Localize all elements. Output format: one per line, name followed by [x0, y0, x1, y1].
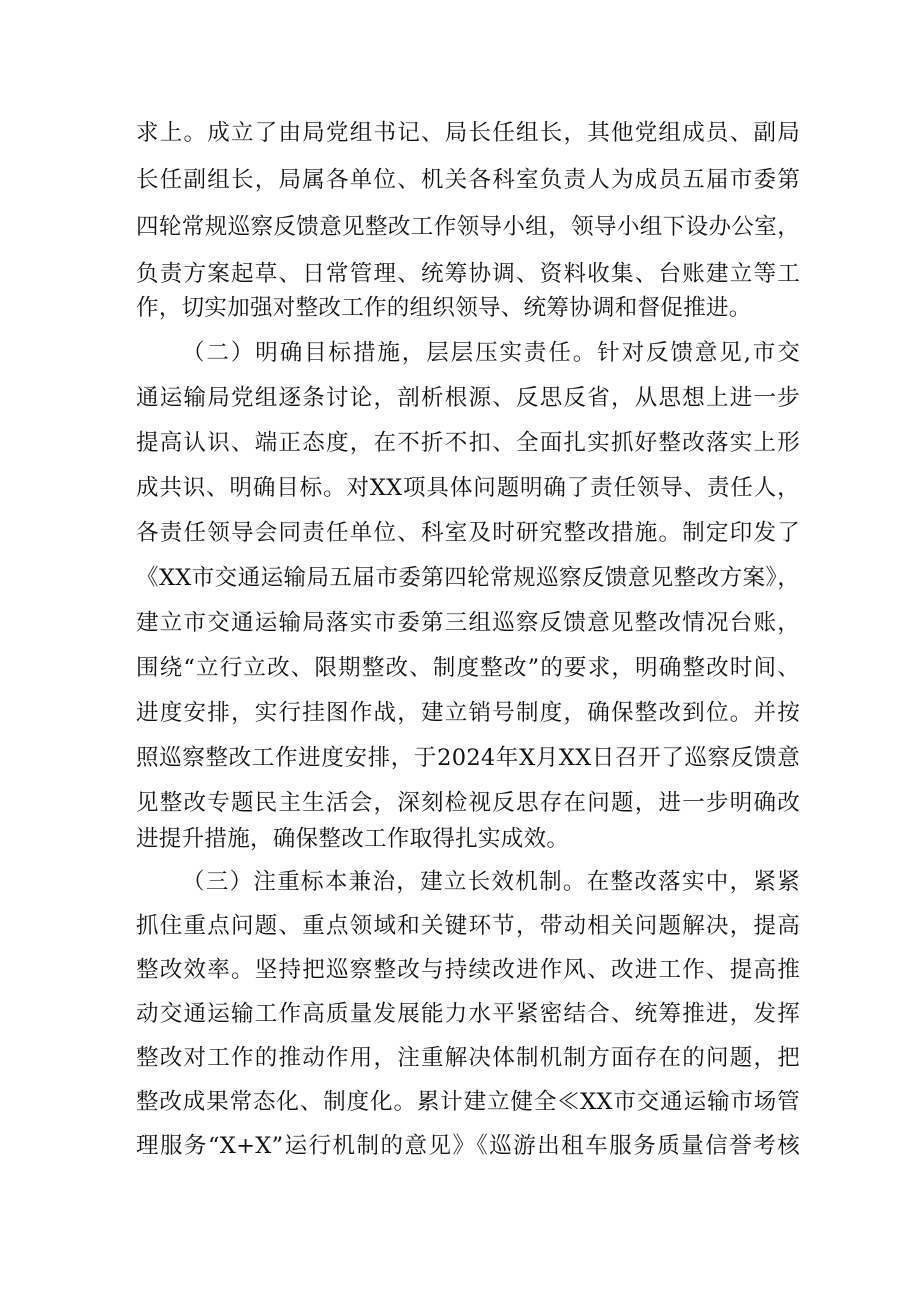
text-line: 负责方案起草、日常管理、统筹协调、资料收集、台账建立等工 — [136, 261, 800, 287]
text-line: 《XX市交通运输局五届市委第四轮常规巡察反馈意见整改方案》， — [136, 565, 800, 591]
text-line: 作，切实加强对整改工作的组织领导、统筹协调和督促推进。 — [136, 295, 752, 321]
text-line: 抓住重点问题、重点领域和关键环节，带动相关问题解决，提高 — [136, 913, 800, 939]
text-line: 整改对工作的推动作用，注重解决体制机制方面存在的问题，把 — [136, 1045, 800, 1071]
text-line: 照巡察整改工作进度安排，于2024年X月XX日召开了巡察反馈意 — [136, 745, 800, 771]
text-line: 各责任领导会同责任单位、科室及时研究整改措施。制定印发了 — [136, 520, 800, 546]
text-line: 动交通运输工作高质量发展能力水平紧密结合、统筹推进，发挥 — [136, 1001, 800, 1027]
text-line: 进度安排，实行挂图作战，建立销号制度，确保整改到位。并按 — [136, 700, 800, 726]
text-line: 理服务“X+X”运行机制的意见》《巡游出租车服务质量信誉考核 — [136, 1133, 800, 1159]
text-line: 成共识、明确目标。对XX项具体问题明确了责任领导、责任人， — [136, 475, 800, 501]
paragraph-heading-2: （二）明确目标措施，层层压实责任。针对反馈意见,市交 — [182, 340, 800, 366]
text-line: 围绕“立行立改、限期整改、制度整改”的要求，明确整改时间、 — [136, 655, 800, 681]
paragraph-heading-3: （三）注重标本兼治，建立长效机制。在整改落实中，紧紧 — [182, 869, 800, 895]
text-line: 建立市交通运输局落实市委第三组巡察反馈意见整改情况台账， — [136, 610, 800, 636]
text-line: 整改效率。坚持把巡察整改与持续改进作风、改进工作、提高推 — [136, 957, 800, 983]
text-line: 四轮常规巡察反馈意见整改工作领导小组，领导小组下设办公室， — [136, 214, 800, 240]
text-line: 提高认识、端正态度，在不折不扣、全面扎实抓好整改落实上形 — [136, 430, 800, 456]
text-line: 通运输局党组逐条讨论，剖析根源、反思反省，从思想上进一步 — [136, 385, 800, 411]
text-line: 进提升措施，确保整改工作取得扎实成效。 — [136, 826, 570, 852]
text-line: 见整改专题民主生活会，深刻检视反思存在问题，进一步明确改 — [136, 790, 800, 816]
text-line: 长任副组长，局属各单位、机关各科室负责人为成员五届市委第 — [136, 167, 800, 193]
text-line: 整改成果常态化、制度化。累计建立健全≪XX市交通运输市场管 — [136, 1089, 800, 1115]
text-line: 求上。成立了由局党组书记、局长任组长，其他党组成员、副局 — [136, 120, 800, 146]
